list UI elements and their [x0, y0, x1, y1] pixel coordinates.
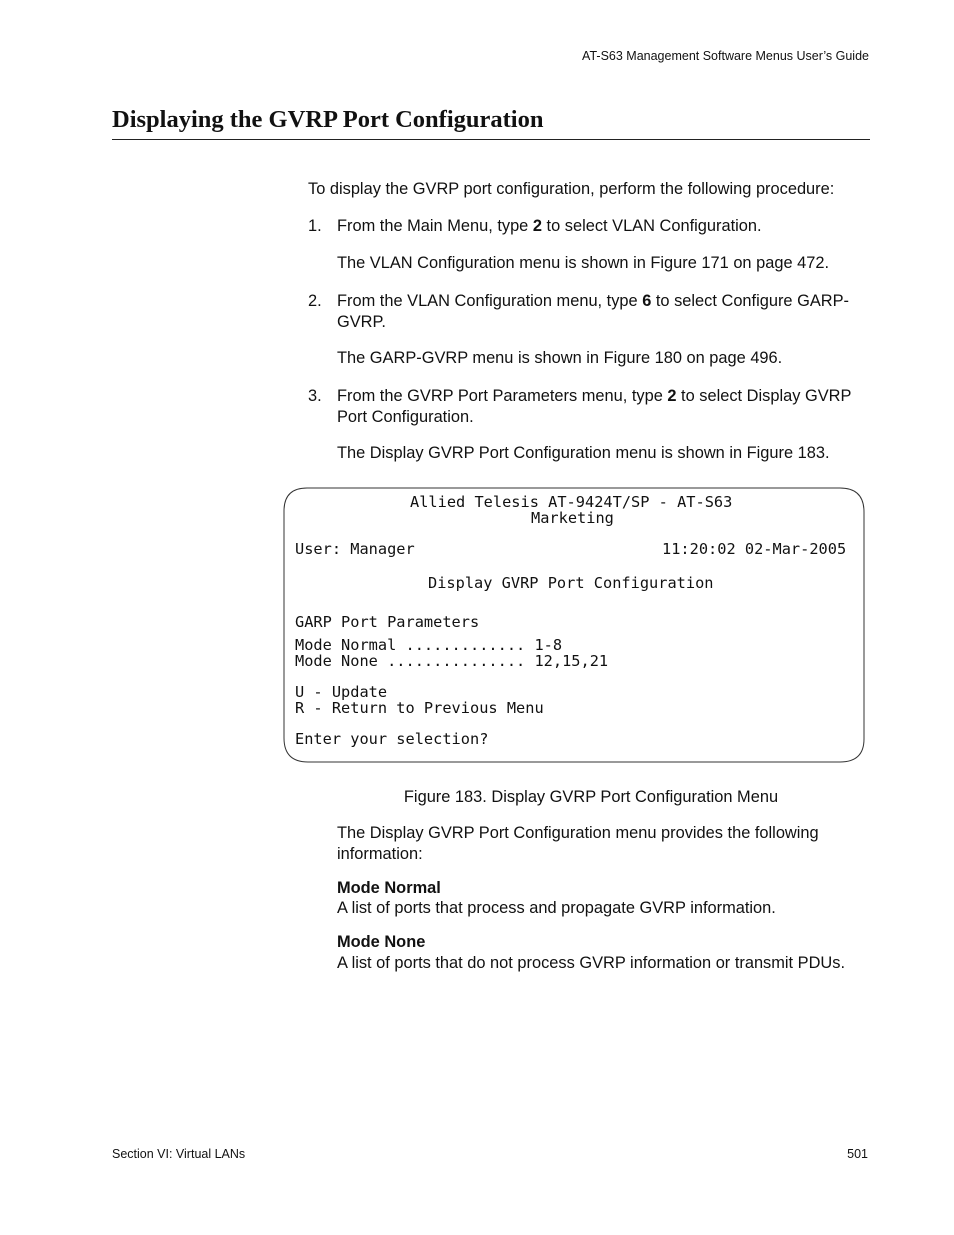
step-number: 3. — [308, 387, 322, 405]
screen-location-line: Marketing — [531, 509, 614, 527]
screen-mode-normal: Mode Normal ............. 1-8 — [295, 636, 563, 654]
screen-option-update: U - Update — [295, 683, 388, 701]
key-value: 6 — [642, 292, 652, 310]
step-note: The GARP-GVRP menu is shown in Figure 180 on page 496. — [337, 349, 783, 367]
screen-group-title: GARP Port Parameters — [295, 613, 480, 631]
definition-description: A list of ports that do not process GVRP information or transmit PDUs. — [337, 954, 846, 972]
screen-prompt: Enter your selection? — [295, 730, 489, 748]
step-number: 2. — [308, 292, 322, 310]
key-value: 2 — [667, 387, 677, 405]
step-instruction: From the GVRP Port Parameters menu, type 2 to select Display GVRP Port Configuration. — [337, 387, 852, 426]
key-value: 2 — [532, 217, 542, 235]
screen-menu-title: Display GVRP Port Configuration — [428, 574, 714, 592]
after-figure-paragraph: The Display GVRP Port Configuration menu provides the following information: — [337, 824, 819, 863]
step-note: The VLAN Configuration menu is shown in Figure 171 on page 472. — [337, 254, 830, 272]
running-head: AT-S63 Management Software Menus User’s Guide — [582, 49, 869, 63]
section-title: Displaying the GVRP Port Configuration — [112, 106, 544, 133]
step-note: The Display GVRP Port Configuration menu is shown in Figure 183. — [337, 444, 830, 462]
screen-mode-none: Mode None ............... 12,15,21 — [295, 652, 609, 670]
screen-user: User: Manager — [295, 540, 415, 558]
figure-caption: Figure 183. Display GVRP Port Configuration Menu — [403, 788, 779, 806]
step-instruction: From the Main Menu, type 2 to select VLAN Configuration. — [337, 217, 762, 235]
screen-device-line: Allied Telesis AT-9424T/SP - AT-S63 — [410, 493, 733, 511]
title-rule — [112, 139, 870, 140]
footer-section: Section VI: Virtual LANs — [112, 1147, 246, 1161]
intro-paragraph: To display the GVRP port configuration, perform the following procedure: — [308, 180, 835, 198]
step-number: 1. — [308, 217, 322, 235]
screen-datetime: 11:20:02 02-Mar-2005 — [662, 540, 847, 558]
definition-term: Mode Normal — [337, 879, 441, 897]
screen-option-return: R - Return to Previous Menu — [295, 699, 544, 717]
definition-description: A list of ports that process and propagate GVRP information. — [337, 899, 776, 917]
step-instruction: From the VLAN Configuration menu, type 6 to select Configure GARP-GVRP. — [337, 292, 850, 331]
definition-term: Mode None — [337, 933, 426, 951]
footer-page-number: 501 — [847, 1147, 868, 1161]
